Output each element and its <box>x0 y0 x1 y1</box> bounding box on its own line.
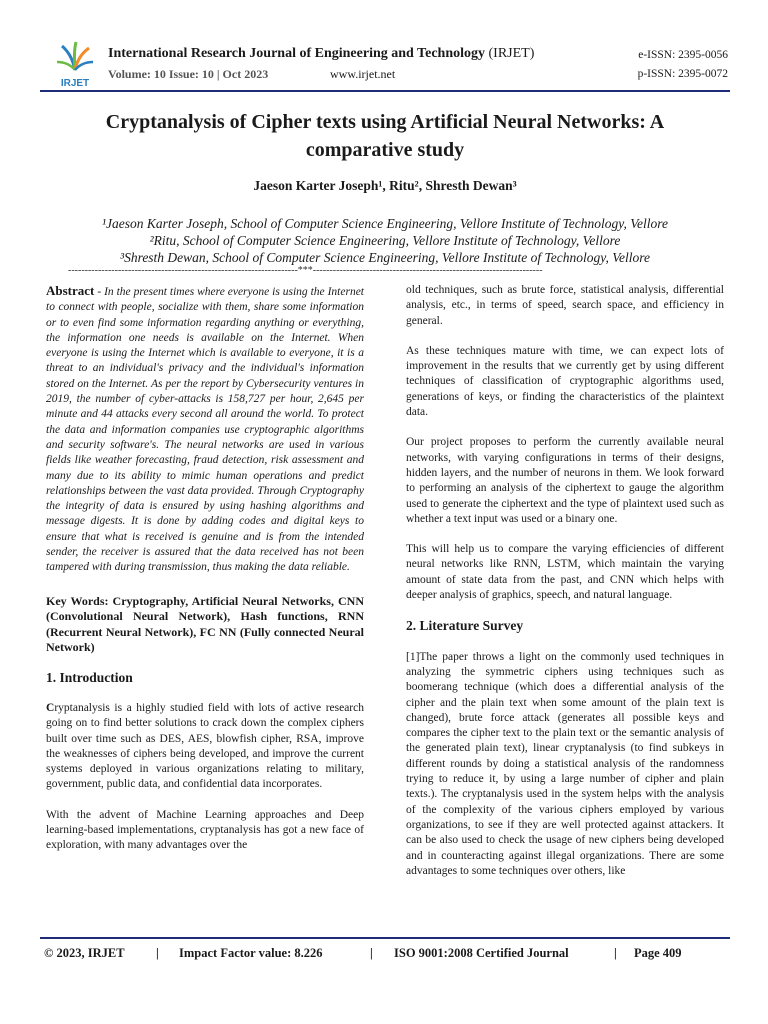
affiliation-2: ²Ritu, School of Computer Science Engineering, Vellore Institute of Technology, Vellore <box>149 233 621 248</box>
footer-page-number: Page 409 <box>634 946 682 960</box>
volume-info: Volume: 10 Issue: 10 | Oct 2023 <box>108 67 269 81</box>
intro-paragraph-2: With the advent of Machine Learning approaches and Deep learning-based implementations, cryptanalysis has got a new face of exploration, with many advantages over the <box>46 808 364 852</box>
paper-authors: Jaeson Karter Joseph¹, Ritu², Shresth Dewan³ <box>253 178 517 193</box>
intro-paragraph-1: Cryptanalysis is a highly studied field with lots of active research going on to find better solutions to crack down the complex ciphers built over time such as DES, AES, blowfish cipher, RSA, improve the weaknesses of ciphers being developed, and improve the current systems deployed in various organizations relating to military, government, public data, and confidential data incorporates. <box>46 701 364 791</box>
body-paragraph-4: This will help us to compare the varying efficiencies of different neural networks like RNN, LSTM, which maintain the varying amount of state data from the past, and CNN which helps with deeper analysis of graphics, speech, and natural language. <box>406 543 724 602</box>
header-divider <box>40 90 730 92</box>
paper-title: Cryptanalysis of Cipher texts using Artificial Neural Networks: A comparative study <box>105 111 665 161</box>
affiliation-1: ¹Jaeson Karter Joseph, School of Computer Science Engineering, Vellore Institute of Technology, Vellore <box>101 216 669 231</box>
footer-separator: | <box>614 946 617 960</box>
irjet-logo-icon <box>52 40 98 92</box>
affiliation-3: ³Shresth Dewan, School of Computer Science Engineering, Vellore Institute of Technology, Vellore <box>120 250 650 265</box>
journal-name: International Research Journal of Engineering and Technology (IRJET) <box>108 46 535 61</box>
keywords: Key Words: Cryptography, Artificial Neural Networks, CNN (Convolutional Neural Network), Hash functions, RNN (Recurrent Neural Network), FC NN (Fully connected Neural Network) <box>46 593 364 655</box>
footer-iso: ISO 9001:2008 Certified Journal <box>394 946 569 960</box>
abstract-text: - In the present times where everyone is using the Internet to connect with people, socialize with them, share some information or to even find some information regarding anything or everything, the information one needs is available on the Internet. When everyone is using the Internet which is available to everyone, it is a threat to an individual's privacy and the individual's information stored on the Internet. As per the report by Cybersecurity ventures in 2019, the number of cyber-attacks is 158,727 per hour, 2,645 per minute and 44 attacks every second all around the world. To protect the data and information companies use cryptographic algorithms and security software's. The neural networks are used in various fields like weather forecasting, fraud detection, risk assessment and many due to its ability to mimic human operations and predict relationships between the vast data provided. Through Cryptography the integrity of data is ensured by using hashing algorithms and message digests. It is done by adding codes and digital keys to ensure that what is received is genuine and is from the intended sender, the receiver is assured that the data received has not been tampered with during transmission, thus making the data reliable. <box>46 286 364 574</box>
left-column <box>46 283 364 869</box>
footer-separator: | <box>370 946 373 960</box>
affiliations <box>60 215 710 266</box>
section-heading-introduction: 1. Introduction <box>46 669 133 685</box>
pissn: p-ISSN: 2395-0072 <box>637 68 728 80</box>
literature-paragraph-1: [1]The paper throws a light on the commonly used techniques in analyzing the symmetric ciphers using techniques such as boomerang technique (which does a differential analysis of the cipher and the plain text when some amount of the plain text is changed), brute force attack (generates all possible keys and compares the cipher text to the plain text or the semantic analysis of the generated plain text), linear cryptanalysis (to find subkeys in different rounds by doing a statistical analysis of the randomness trying to reduce it, by using a large number of cipher and plain texts.). The cryptanalysis used in the system helps with the analysis of the complexity of the various ciphers employed by various organizations, to see if they are well protected against attackers. It can be also used to check the usage of new ciphers being developed and in counteracting against illegal organizations. There are some advantages to some techniques over others, like <box>406 650 724 877</box>
body-paragraph-1: old techniques, such as brute force, statistical analysis, differential analysis, etc., in terms of speed, search space, and efficiency in general. <box>406 284 724 327</box>
body-paragraph-2: As these techniques mature with time, we can expect lots of improvement in the results that we currently get by using different techniques of classification of cryptographic algorithms used, generations of keys, or finding the characteristics of the plaintext data. <box>406 344 724 419</box>
abstract-label: Abstract <box>46 283 95 298</box>
section-separator: ---------------------------------------------------------------------***--------------------------------------------------------------------- <box>68 265 543 276</box>
journal-website: www.irjet.net <box>330 67 396 81</box>
section-heading-literature-survey: 2. Literature Survey <box>406 618 524 634</box>
footer-impact-factor: Impact Factor value: 8.226 <box>179 946 323 960</box>
footer-divider <box>40 937 730 939</box>
footer-separator: | <box>156 946 159 960</box>
right-column <box>406 283 724 894</box>
logo-text: IRJET <box>60 78 90 89</box>
body-paragraph-3: Our project proposes to perform the currently available neural networks, with varying configurations in terms of their designs, hidden layers, and the number of neurons in them. We look forward to performing an analysis of the ciphertext to gauge the algorithm used to generate the ciphertext and the type of plaintext used such as whether a text input was used or a binary one. <box>406 436 724 525</box>
footer-copyright: © 2023, IRJET <box>44 946 125 960</box>
eissn: e-ISSN: 2395-0056 <box>638 49 728 61</box>
abstract <box>46 283 364 576</box>
journal-header <box>40 40 730 90</box>
